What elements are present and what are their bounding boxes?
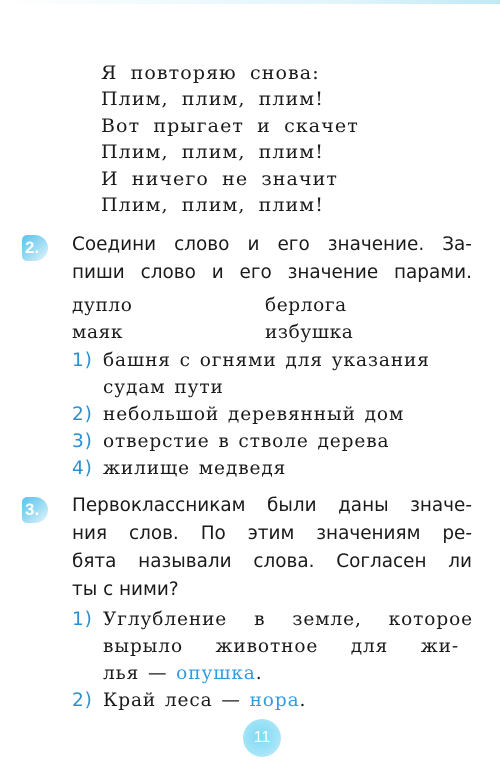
text-segment: бята — [72, 551, 117, 572]
text-segment: в — [254, 609, 266, 630]
text-segment: даны — [338, 495, 389, 516]
list-item — [72, 606, 482, 687]
text-segment: Соедини — [72, 234, 157, 255]
text-segment: значениям — [316, 523, 421, 544]
word: избушка — [265, 321, 354, 343]
item-text: жилище медведя — [103, 458, 287, 479]
poem-line: Вот прыгает и скачет — [101, 114, 359, 137]
word-grid — [72, 293, 472, 346]
exercise-3-instructions — [72, 492, 472, 604]
text-segment: и — [211, 262, 224, 283]
poem-line: Плим, плим, плим! — [101, 193, 324, 216]
text-segment: пиши — [72, 262, 125, 283]
instruction-line — [72, 520, 472, 548]
text-segment: были — [267, 495, 317, 516]
definitions-list — [72, 606, 482, 714]
text-segment: животное — [215, 636, 319, 657]
item-number: 2) — [72, 690, 93, 711]
text-segment: Первоклассникам — [72, 495, 246, 516]
item-number: 3) — [72, 431, 93, 452]
word-row — [72, 293, 472, 320]
text-segment: значение. — [327, 234, 425, 255]
item-text: Край леса — — [103, 690, 250, 711]
page-number: 11 — [243, 719, 281, 757]
text-segment: ре- — [442, 523, 472, 544]
text-segment: слова. — [253, 551, 315, 572]
list-item — [72, 347, 482, 401]
item-text: лья — — [103, 663, 177, 684]
text-segment: называли — [138, 551, 232, 572]
text-segment: значение — [287, 262, 379, 283]
punctuation: . — [299, 690, 307, 711]
text-segment: Согласен — [336, 551, 427, 572]
poem-line: Плим, плим, плим! — [101, 88, 324, 111]
text-segment: Углубление — [103, 609, 228, 630]
instruction-line: ты с ними? — [72, 579, 179, 600]
poem — [101, 60, 359, 218]
list-item — [72, 428, 482, 455]
item-text-line — [103, 633, 459, 660]
exercise-number-3: 3. — [22, 497, 48, 523]
list-item — [72, 455, 482, 482]
poem-line: Я повторяю снова: — [101, 62, 320, 84]
text-segment: слово — [140, 262, 196, 283]
text-segment: этим — [247, 523, 295, 544]
exercise-number-2: 2. — [22, 235, 48, 261]
exercise-2-instructions — [72, 231, 472, 287]
text-segment: значе- — [410, 495, 472, 516]
poem-line: И ничего не значит — [101, 167, 339, 190]
text-segment: За- — [442, 234, 472, 255]
item-number: 2) — [72, 404, 93, 425]
text-segment: ния — [72, 523, 108, 544]
text-segment: земле, — [292, 609, 362, 630]
item-text: небольшой деревянный дом — [103, 404, 405, 425]
word: берлога — [265, 295, 347, 316]
text-segment: его — [277, 234, 310, 255]
text-segment: слов. — [128, 523, 179, 544]
text-segment: для — [350, 636, 389, 657]
text-segment: вырыло — [103, 636, 183, 657]
instruction-line — [72, 548, 472, 576]
item-text-line — [103, 606, 473, 633]
poem-line: Плим, плим, плим! — [101, 141, 324, 164]
list-item — [72, 687, 482, 714]
text-segment: и — [247, 234, 260, 255]
word-row — [72, 320, 472, 347]
instruction-line — [72, 492, 472, 520]
item-text: судам пути — [103, 377, 224, 398]
item-text: башня с огнями для указания — [103, 350, 430, 371]
item-text: отверстие в стволе дерева — [103, 431, 390, 452]
text-segment: которое — [388, 609, 473, 630]
text-segment: парами. — [394, 262, 472, 283]
item-number: 1) — [72, 350, 93, 371]
item-number: 4) — [72, 458, 93, 479]
word: дупло — [72, 295, 133, 316]
word: маяк — [72, 321, 124, 343]
text-segment: его — [239, 262, 272, 283]
text-segment: слово — [174, 234, 230, 255]
item-text-line — [103, 660, 482, 687]
instruction-line — [72, 259, 472, 287]
item-text-line — [103, 687, 482, 714]
text-segment: По — [200, 523, 226, 544]
item-number: 1) — [72, 609, 93, 630]
punctuation: . — [255, 663, 263, 684]
answer-word: опушка — [176, 663, 256, 684]
meanings-list — [72, 347, 482, 482]
text-segment: ли — [448, 551, 472, 572]
top-decor-bar — [0, 0, 500, 4]
text-segment: жи- — [420, 636, 459, 657]
instruction-line — [72, 231, 472, 259]
answer-word: нора — [249, 690, 300, 711]
list-item — [72, 401, 482, 428]
